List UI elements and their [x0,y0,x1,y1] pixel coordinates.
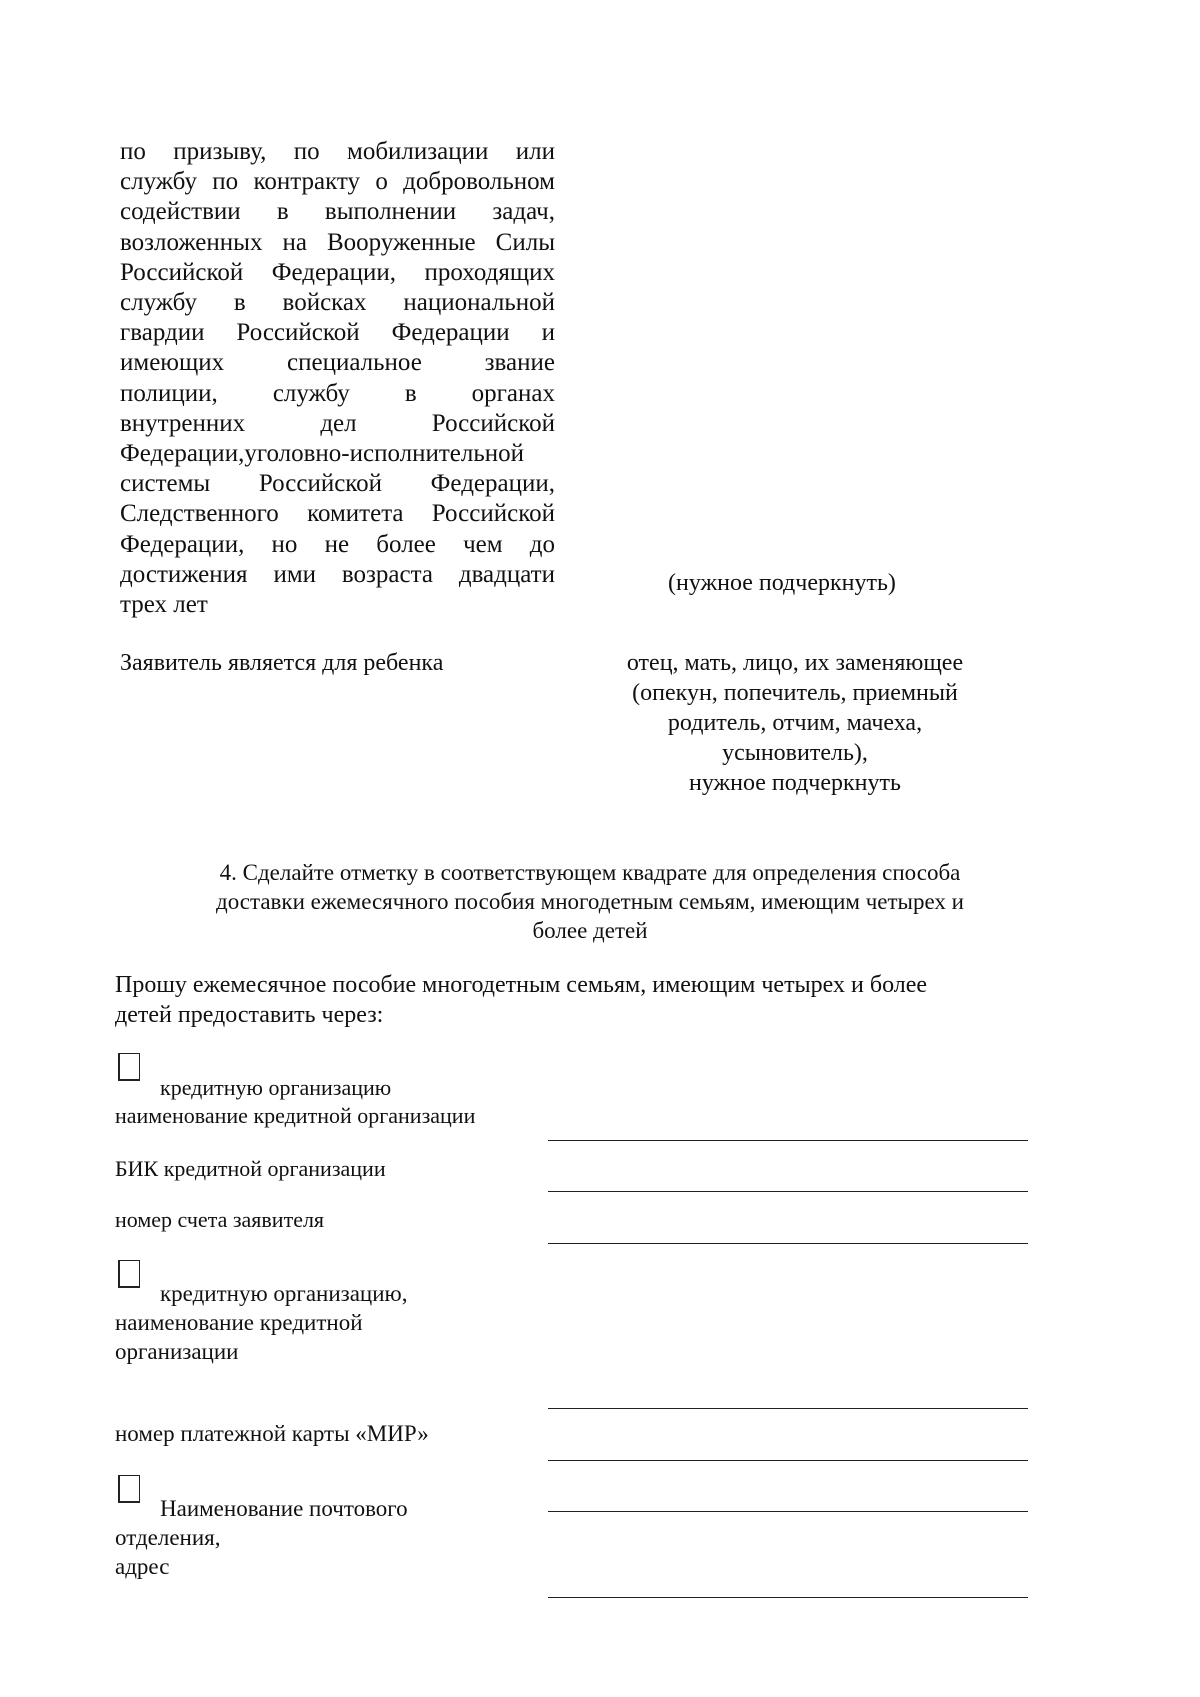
post-label-line: Наименование почтового [160,1496,408,1521]
serving-line: трех лет [120,591,208,619]
serving-line: Федерации, но не более чем до [120,530,555,558]
post-office-address-field[interactable] [548,1573,1028,1597]
serving-line: имеющих специальное звание [120,349,555,377]
bank-name-field[interactable] [548,1116,1028,1140]
account-number-underline [548,1243,1028,1244]
mir-label-line: кредитную организацию, [160,1281,408,1306]
role-options-line: отец, мать, лицо, их заменяющее [626,650,964,676]
serving-line: достижения ими возраста двадцати [120,560,555,588]
account-number-label: номер счета заявителя [115,1207,325,1232]
serving-line: возложенных на Вооруженные Силы [120,228,555,256]
serving-line: Следственного комитета Российской [120,500,555,528]
bank-name-label: наименование кредитной организации [115,1103,476,1128]
mir-bank-name-field[interactable] [548,1384,1028,1408]
option-mir-card-label [115,1279,535,1366]
role-options-line: усыновитель), [722,740,868,766]
mir-card-number-field[interactable] [548,1436,1028,1460]
mir-label-line: наименование кредитной [115,1310,363,1335]
section-4-heading [90,858,1090,945]
role-options-line: нужное подчеркнуть [689,770,901,796]
checkbox-bank-account[interactable] [118,1053,140,1081]
serving-line: службу в войсках национальной [120,289,555,317]
bik-field[interactable] [548,1167,1028,1191]
applicant-role-options [585,648,1005,798]
section-4-heading-line: более детей [532,918,648,943]
mir-card-number-underline [548,1460,1028,1461]
bank-name-underline [548,1140,1028,1141]
section-4-heading-line: 4. Сделайте отметку в соответствующем квадрате для определения способа [219,860,961,885]
serving-category-text [120,137,555,620]
mir-label-line: организации [115,1339,239,1364]
serving-line: гвардии Российской Федерации и [120,319,555,347]
bik-label: БИК кредитной организации [115,1156,386,1181]
serving-line: Российской Федерации, проходящих [120,258,555,286]
option-bank-account-label: кредитную организацию [160,1075,392,1100]
account-number-field[interactable] [548,1219,1028,1243]
post-office-name-field[interactable] [548,1487,1028,1511]
option-post-office-label [115,1494,535,1581]
post-office-address-underline [548,1597,1028,1598]
serving-line: Федерации,уголовно-исполнительной [120,440,525,468]
serving-line: службу по контракту о добровольном [120,168,555,196]
serving-line: системы Российской Федерации, [120,470,555,498]
mir-card-number-label: номер платежной карты «МИР» [115,1421,429,1446]
mir-bank-name-underline [548,1408,1028,1409]
request-line: Прошу ежемесячное пособие многодетным семьям, имеющим четырех и более [115,972,928,998]
applicant-role-label: Заявитель является для ребенка [120,650,444,676]
serving-line: по призыву, по мобилизации или [120,138,555,165]
section-4-heading-line: доставки ежемесячного пособия многодетным семьям, имеющим четырех и [216,889,964,914]
role-options-line: (опекун, попечитель, приемный [632,680,958,706]
bik-underline [548,1191,1028,1192]
post-office-name-underline [548,1511,1028,1512]
underline-needed-note: (нужное подчеркнуть) [668,570,896,596]
serving-line: содействии в выполнении задач, [120,198,555,226]
role-options-line: родитель, отчим, мачеха, [667,710,923,736]
post-label-line: адрес [115,1554,170,1579]
serving-line: полиции, службу в органах [120,379,555,407]
request-line: детей предоставить через: [115,1002,384,1028]
post-label-line: отделения, [115,1525,221,1550]
delivery-request-text [115,970,1095,1030]
serving-line: внутренних дел Российской [120,409,555,437]
